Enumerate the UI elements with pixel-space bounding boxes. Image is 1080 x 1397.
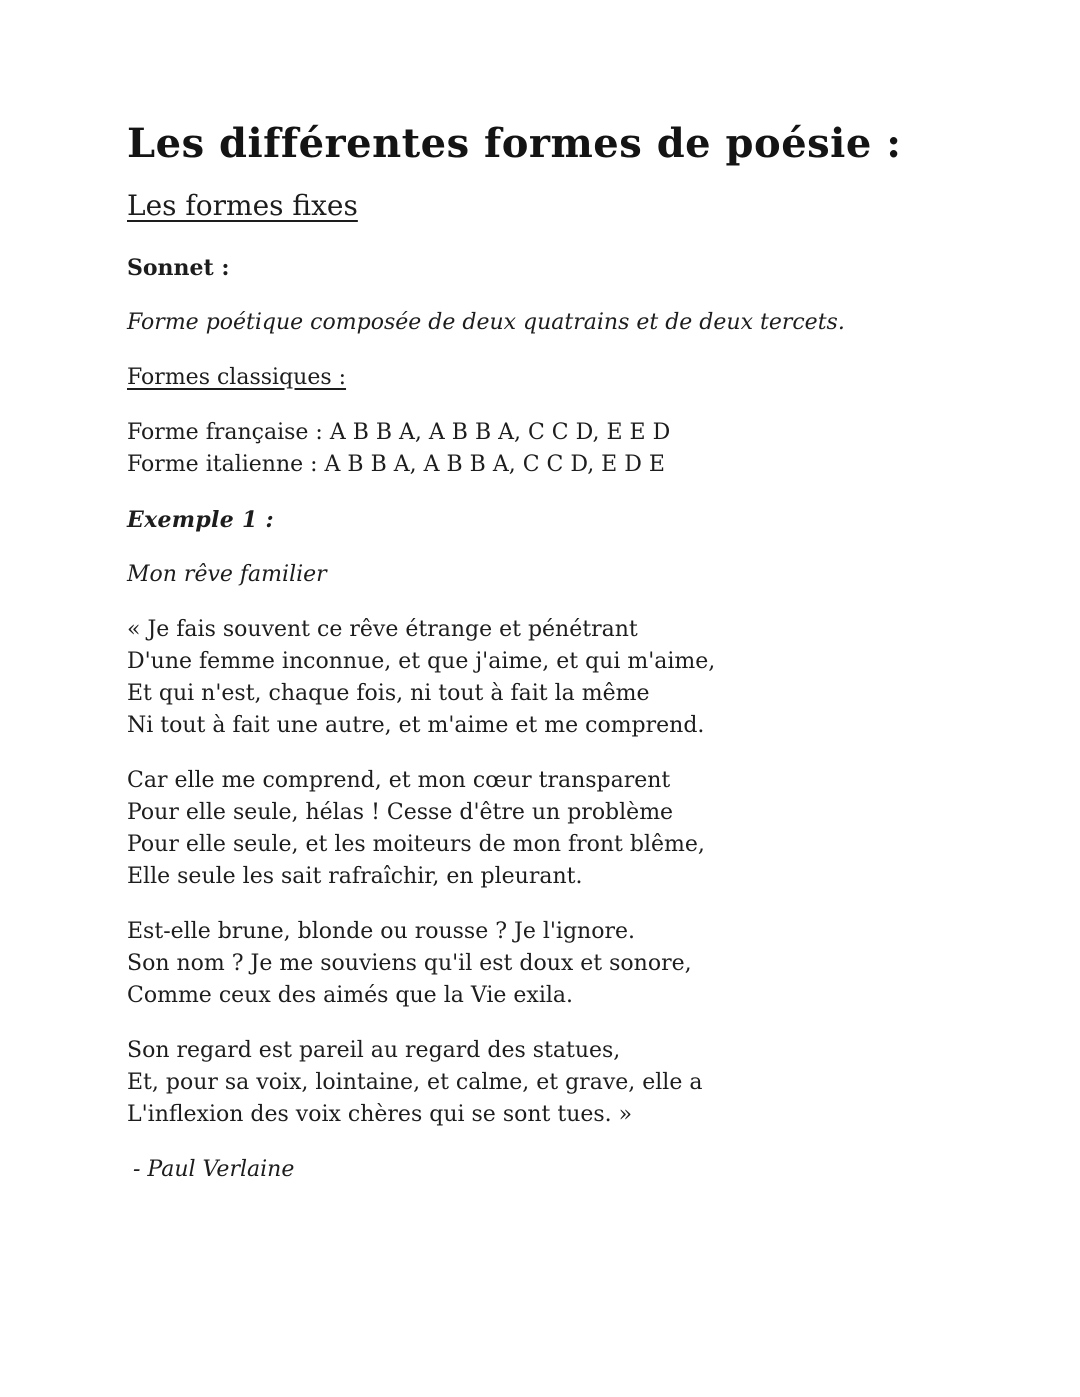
poem-stanza-4 [127, 1035, 960, 1131]
poem-line: Et qui n'est, chaque fois, ni tout à fait la même [127, 681, 650, 706]
poem-stanza-3 [127, 916, 960, 1012]
poem-line: Et, pour sa voix, lointaine, et calme, et grave, elle a [127, 1070, 703, 1095]
rhyme-scheme-french: Forme française : A B B A, A B B A, C C D, E E D [127, 420, 671, 445]
poem-line: Ni tout à fait une autre, et m'aime et me comprend. [127, 713, 705, 738]
poem-line: Pour elle seule, hélas ! Cesse d'être un problème [127, 800, 674, 825]
example-heading: Exemple 1 : [127, 507, 274, 533]
sonnet-heading: Sonnet : [127, 255, 230, 281]
poem-stanza-2 [127, 765, 960, 893]
poem-line: Est-elle brune, blonde ou rousse ? Je l'ignore. [127, 919, 635, 944]
poem-line: « Je fais souvent ce rêve étrange et pénétrant [127, 617, 638, 642]
poem-line: Car elle me comprend, et mon cœur transparent [127, 768, 671, 793]
poem-line: L'inflexion des voix chères qui se sont tues. » [127, 1102, 633, 1127]
poem-line: Son nom ? Je me souviens qu'il est doux et sonore, [127, 951, 692, 976]
poem-line: D'une femme inconnue, et que j'aime, et qui m'aime, [127, 649, 716, 674]
poem-attribution: - Paul Verlaine [133, 1157, 295, 1182]
document-title: Les différentes formes de poésie : [127, 120, 902, 167]
poem-line: Son regard est pareil au regard des statues, [127, 1038, 621, 1063]
rhyme-schemes [127, 417, 960, 481]
classic-forms-heading: Formes classiques : [127, 365, 347, 390]
poem-line: Elle seule les sait rafraîchir, en pleurant. [127, 864, 583, 889]
poem-title: Mon rêve familier [127, 562, 327, 587]
poem-stanza-1 [127, 614, 960, 742]
rhyme-scheme-italian: Forme italienne : A B B A, A B B A, C C D, E D E [127, 452, 665, 477]
poem-line: Pour elle seule, et les moiteurs de mon front blême, [127, 832, 705, 857]
poem-line: Comme ceux des aimés que la Vie exila. [127, 983, 573, 1008]
sonnet-definition: Forme poétique composée de deux quatrains et de deux tercets. [127, 310, 845, 335]
section-heading-formes-fixes: Les formes fixes [127, 189, 358, 222]
